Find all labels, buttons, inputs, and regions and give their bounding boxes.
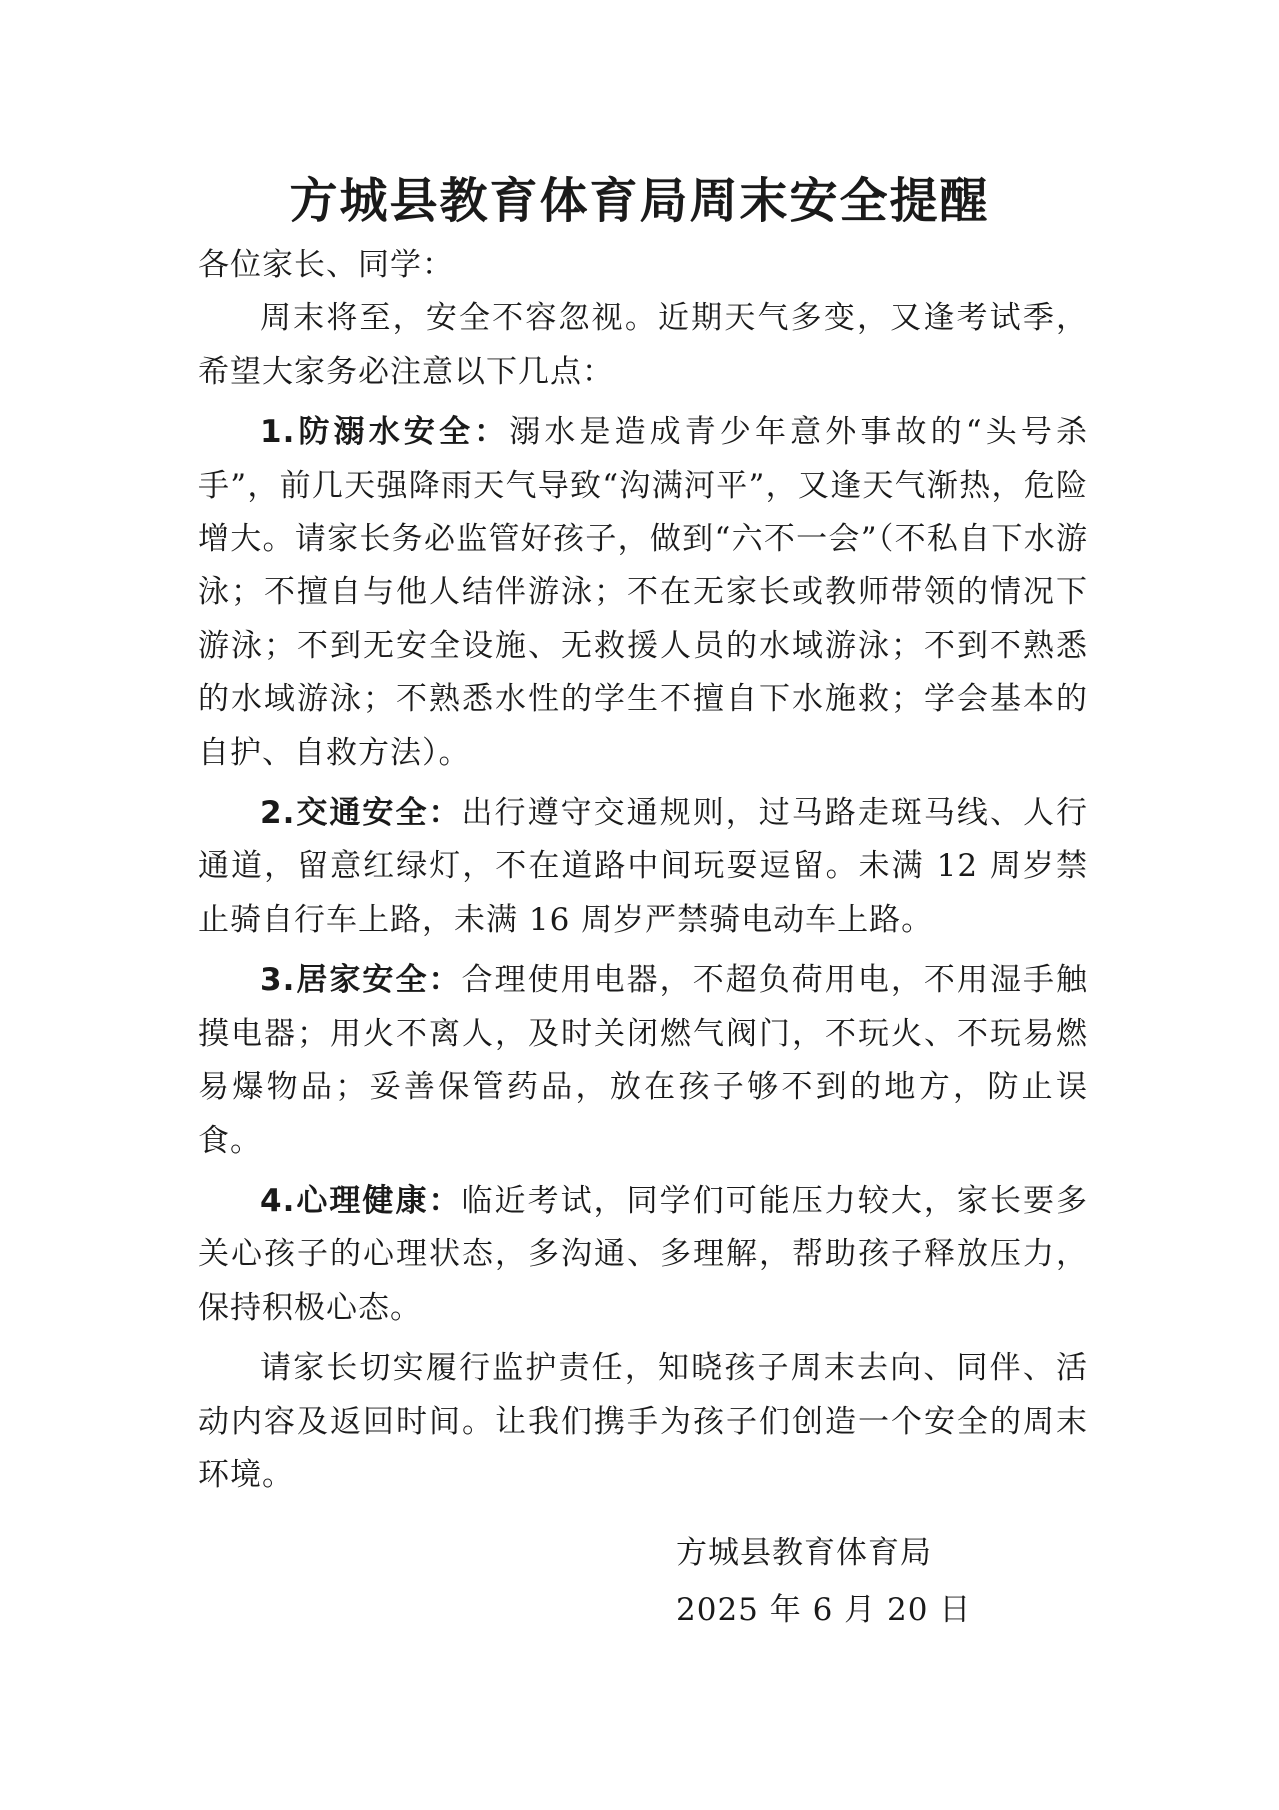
item-text: 合理使用电器，不超负荷用电，不用湿手触摸电器；用火不离人，及时关闭燃气阀门，不玩火、不玩易燃易爆物品；妥善保管药品，放在孩子够不到的地方，防止误食。 — [198, 962, 1088, 1159]
item-heading: 3.居家安全： — [260, 962, 462, 999]
document-body — [198, 239, 1088, 1502]
salutation: 各位家长、同学： — [198, 247, 454, 283]
item-heading: 2.交通安全： — [260, 795, 462, 832]
item-text: 溺水是造成青少年意外事故的“头号杀手”，前几天强降雨天气导致“沟满河平”，又逢天气渐热，危险增大。请家长务必监管好孩子，做到“六不一会”（不私自下水游泳；不擅自与他人结伴游泳；不在无家长或教师带领的情况下游泳；不到无安全设施、无救援人员的水域游泳；不到不熟悉的水域游泳；不熟悉水性的学生不擅自下水施救；学会基本的自护、自救方法）。 — [198, 414, 1088, 771]
item-text: 临近考试，同学们可能压力较大，家长要多关心孩子的心理状态，多沟通、多理解，帮助孩子释放压力，保持积极心态。 — [198, 1182, 1088, 1326]
item-home-safety — [198, 954, 1088, 1168]
signature-date: 2025 年 6 月 20 日 — [676, 1592, 972, 1628]
signature-block — [676, 1526, 971, 1638]
item-text: 出行遵守交通规则，过马路走斑马线、人行通道，留意红绿灯，不在道路中间玩耍逗留。未满 12 周岁禁止骑自行车上路，未满 16 周岁严禁骑电动车上路。 — [198, 795, 1088, 938]
item-drowning-safety — [198, 406, 1088, 780]
item-traffic-safety — [198, 787, 1088, 947]
item-heading: 1.防溺水安全： — [260, 414, 510, 451]
signature-org: 方城县教育体育局 — [676, 1535, 932, 1571]
intro-paragraph: 周末将至，安全不容忽视。近期天气多变，又逢考试季，希望大家务必注意以下几点： — [198, 300, 1088, 390]
item-mental-health — [198, 1175, 1088, 1335]
item-heading: 4.心理健康： — [260, 1182, 462, 1219]
closing-paragraph: 请家长切实履行监护责任，知晓孩子周末去向、同伴、活动内容及返回时间。让我们携手为孩子们创造一个安全的周末环境。 — [198, 1350, 1088, 1493]
document-title: 方城县教育体育局周末安全提醒 — [289, 173, 990, 229]
